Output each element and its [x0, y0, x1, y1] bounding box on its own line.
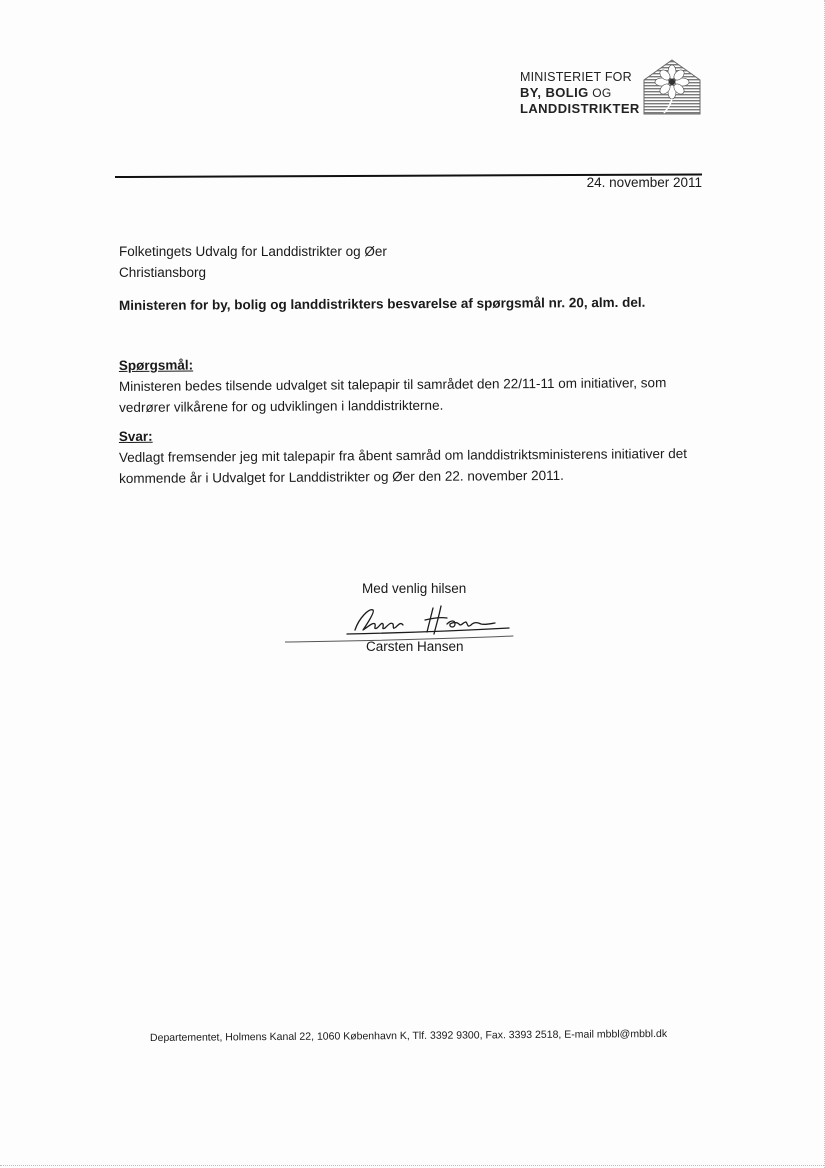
recipient-line-1: Folketingets Udvalg for Landdistrikter og Øer: [119, 244, 387, 259]
letter-date: 24. november 2011: [586, 175, 702, 190]
logo-line-2-light: OG: [592, 86, 612, 100]
recipient-line-2: Christiansborg: [119, 265, 207, 280]
signer-name: Carsten Hansen: [366, 639, 464, 654]
logo-line-2-bold: BY, BOLIG: [520, 85, 589, 100]
closing-greeting: Med venlig hilsen: [362, 581, 467, 596]
scan-edge: [0, 1165, 824, 1166]
logo-line-3: LANDDISTRIKTER: [520, 101, 640, 116]
answer-line-2: kommende år i Udvalget for Landdistrikter og Øer den 22. november 2011.: [119, 467, 564, 486]
ministry-logo: [520, 58, 705, 118]
answer-heading: Svar:: [118, 428, 153, 445]
question-section: [119, 351, 667, 418]
recipient-block: [119, 241, 387, 283]
house-flower-icon: [642, 58, 702, 116]
question-line-2: vedrører vilkårene for og udviklingen i landdistrikterne.: [119, 397, 444, 415]
logo-line-2: [520, 85, 640, 101]
logo-text: [520, 70, 640, 116]
letter-subject: Ministeren for by, bolig og landdistrikters besvarelse af spørgsmål nr. 20, alm. del.: [118, 294, 646, 313]
answer-line-1: Vedlagt fremsender jeg mit talepapir fra åbent samråd om landdistriktsministerens initiativer det: [118, 446, 688, 465]
answer-section: [119, 422, 687, 489]
footer-contact: Departementet, Holmens Kanal 22, 1060 København K, Tlf. 3392 9300, Fax. 3393 2518, E-mail mbbl@mbbl.dk: [149, 1027, 668, 1044]
question-line-1: Ministeren bedes tilsende udvalget sit talepapir til samrådet den 22/11-11 om initiativer, som: [118, 375, 667, 394]
logo-line-1: MINISTERIET FOR: [520, 70, 632, 84]
question-heading: Spørgsmål:: [118, 357, 194, 374]
